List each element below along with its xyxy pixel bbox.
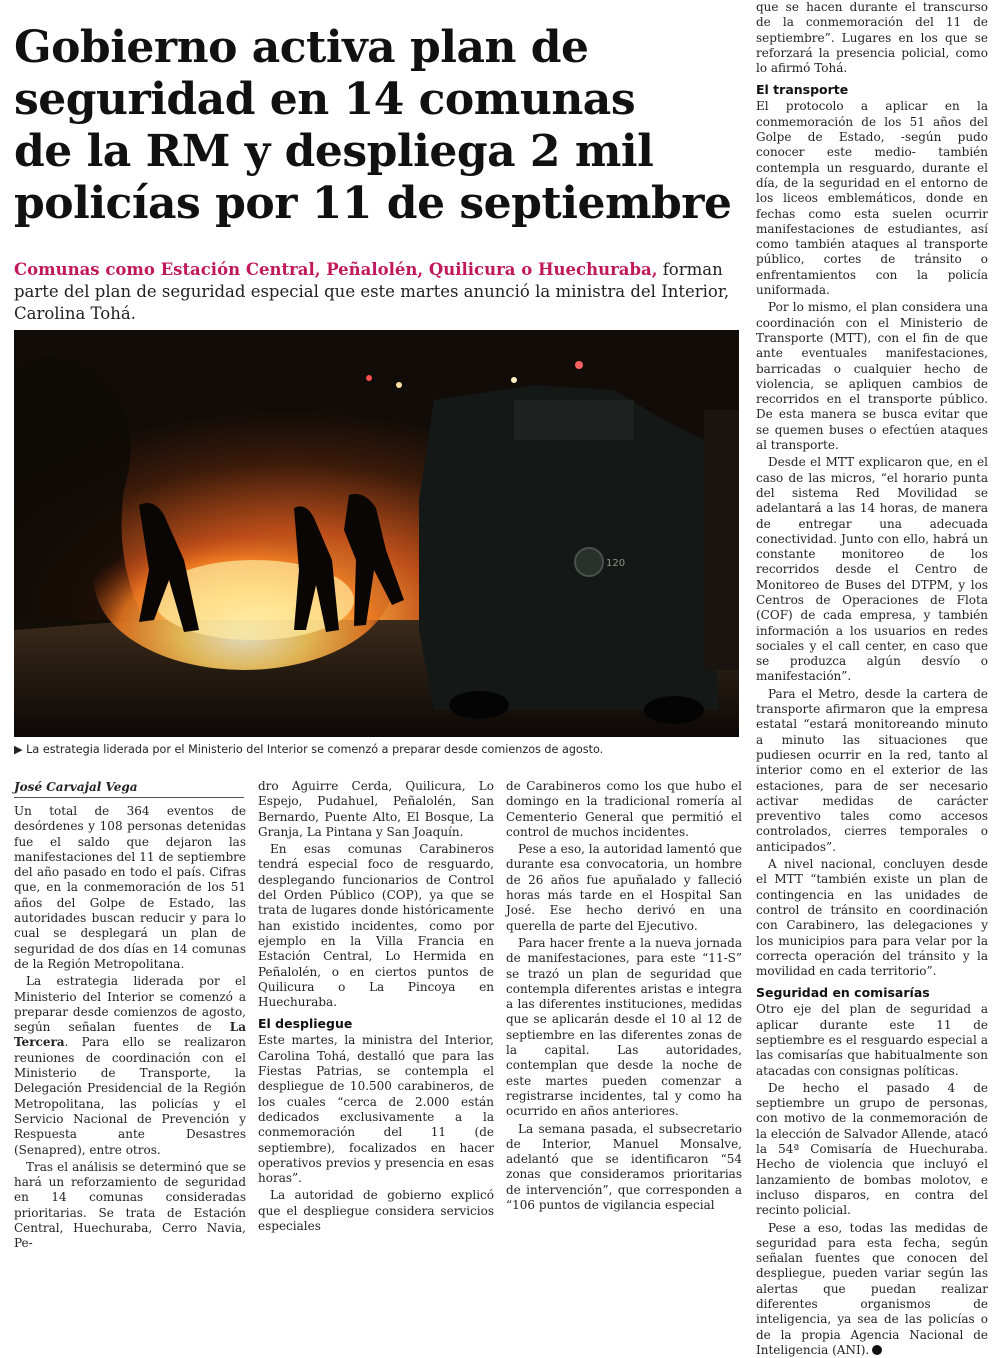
paragraph: Este martes, la ministra del Interior, Carolina Tohá, destalló que para las Fiestas Patrias, se contempla el despliegue de 10.500 carabineros, de los cuales “cerca de 2.000 están dedicados exclusivamente a la conmemoración del 11 (de septiembre), focalizados en hacer operativos previos y presencia en esas horas”. — [258, 1033, 494, 1186]
paragraph: Tras el análisis se determinó que se hará un reforzamiento de seguridad en 14 comunas consideradas prioritarias. Se trata de Estación Central, Huechuraba, Cerro Navia, Pe- — [14, 1159, 246, 1251]
article-column-4 — [756, 0, 988, 1357]
paragraph: La autoridad de gobierno explicó que el despliegue considera servicios especiales — [258, 1188, 494, 1234]
caption-text: La estrategia liderada por el Ministerio del Interior se comenzó a preparar desde comienzos de agosto. — [26, 743, 604, 756]
paragraph-text: La estrategia liderada por el Ministerio del Interior se comenzó a preparar desde comienzos de agosto, según señalan fuentes de — [14, 974, 246, 1035]
paragraph: Un total de 364 eventos de desórdenes y 108 personas detenidas fue el saldo que dejaron las manifestaciones del 11 de septiembre del año pasado en todo el país. Cifras que, en la conmemoración de los 51 años del Golpe de Estado, las autoridades buscan reducir y para lo cual se desplegará un plan de seguridad de dos días en 14 comunas de la Región Metropolitana. — [14, 804, 246, 971]
photo-light — [366, 375, 372, 381]
paragraph — [756, 1221, 988, 1358]
paragraph: Para el Metro, desde la cartera de transporte afirmaron que la empresa estatal “estará monitoreando minuto a minuto las situaciones que pudiesen ocurrir en la red, tanto al interior como en el exterior de las estaciones, para de ser necesario activar medidas de carácter preventivo tales como accesos controlados, cierres temporales o anticipados”. — [756, 686, 988, 854]
deck — [14, 259, 742, 325]
photo-caption — [14, 742, 742, 757]
photo-building — [704, 410, 739, 670]
photo-light — [396, 382, 402, 388]
news-photo — [14, 330, 739, 737]
photo-illustration — [14, 330, 739, 737]
headline-line: policías por 11 de septiembre — [14, 178, 732, 229]
headline-line: de la RM y despliega 2 mil — [14, 126, 654, 177]
headline-line: seguridad en 14 comunas — [14, 74, 636, 125]
photo-wheel — [644, 696, 704, 724]
paragraph-text: . Para ello se realizaron reuniones de coordinación con el Ministerio de Transporte, la Delegación Presidencial de la Región Metropolitana, las policías y el Servicio Nacional de Prevención y Respuesta ante Desastres (Senapred), entre otros. — [14, 1035, 246, 1157]
paragraph: dro Aguirre Cerda, Quilicura, Lo Espejo, Pudahuel, Peñalolén, San Bernardo, Puente Alto, El Bosque, La Granja, La Pintana y San Joaquín. — [258, 779, 494, 839]
deck-highlight: Comunas como Estación Central, Peñalolén, Quilicura o Huechuraba, — [14, 260, 658, 279]
paragraph: Por lo mismo, el plan considera una coordinación con el Ministerio de Transporte (MTT), con el fin de que ante eventuales manifestaciones, barricadas o cualquier hecho de violencia, se apliquen cambios de recorridos en el transporte público. De esta manera se busca evitar que se quemen buses o efectúen ataques al transporte. — [756, 300, 988, 453]
article-column-3 — [506, 779, 743, 1213]
paragraph — [14, 974, 246, 1158]
end-mark-icon — [872, 1345, 882, 1355]
headline-line: Gobierno activa plan de — [14, 22, 589, 73]
section-heading: El transporte — [756, 82, 849, 98]
source-name: La Tercera — [14, 1020, 246, 1050]
paragraph: La semana pasada, el subsecretario de Interior, Manuel Monsalve, adelantó que se identificaron “54 zonas que consideramos prioritarias de intervención”, que corresponden a “106 puntos de vigilancia especial — [506, 1121, 742, 1213]
photo-vehicle-emblem — [575, 548, 603, 576]
photo-vehicle-turret — [514, 400, 634, 440]
photo-wheel — [449, 691, 509, 719]
paragraph: que se hacen durante el transcurso de la conmemoración del 11 de septiembre”. Lugares en los que se reforzará la presencia policial, como lo afirmó Tohá. — [756, 0, 988, 76]
paragraph-text: Pese a eso, todas las medidas de seguridad para esta fecha, según señalan fuentes que conocen del despliegue, pueden variar según las alertas que puedan realizar diferentes organismos de inteligencia, ya sea de las policías o de la propia Agencia Nacional de Inteligencia (ANI). — [756, 1220, 988, 1357]
paragraph: A nivel nacional, concluyen desde el MTT “también existe un plan de contingencia en las unidades de control de tránsito en coordinación con Carabinero, las delegaciones y los municipios para para velar por la correcta operación del tránsito y la movilidad en cada territorio”. — [756, 857, 988, 979]
section-heading: El despliegue — [258, 1016, 353, 1032]
byline: José Carvajal Vega — [14, 779, 244, 798]
paragraph: Para hacer frente a la nueva jornada de manifestaciones, para este “11-S” se trazó un plan de seguridad que contempla diferentes aristas e integra a las diferentes instituciones, medidas que se aplicarán desde el 10 al 12 de septiembre en las diferentes zonas de la capital. Las autoridades, contemplan que desde la noche de este martes pueden comenzar a registrarse incidentes, tal y como ha ocurrido en años anteriores. — [506, 935, 742, 1119]
paragraph: de Carabineros como los que hubo el domingo en la tradicional romería al Cementerio General que permitió el control de muchos incidentes. — [506, 779, 742, 839]
paragraph: De hecho el pasado 4 de septiembre un grupo de personas, con motivo de la conmemoración de la elección de Salvador Allende, atacó la 54ª Comisaría de Huechuraba. Hecho de violencia que incluyó el lanzamiento de bombas molotov, e incluso disparos, en contra del recinto policial. — [756, 1080, 988, 1218]
paragraph: En esas comunas Carabineros tendrá especial foco de resguardo, desplegando funcionarios de Control del Orden Público (COP), ya que se trata de lugares donde históricamente han existido incidentes, como por ejemplo en la Villa Francia en Estación Central, Lo Hermida en Peñalolén, o en ciertos puntos de Quilicura o La Pincoya en Huechuraba. — [258, 842, 494, 1010]
photo-light — [511, 377, 517, 383]
paragraph: Otro eje del plan de seguridad a aplicar durante este 11 de septiembre es el resguardo especial a las comisarías que habitualmente son atacadas con consignas políticas. — [756, 1002, 988, 1078]
caption-marker-icon: ▶ — [14, 743, 23, 756]
section-heading: Seguridad en comisarías — [756, 985, 930, 1001]
headline — [14, 22, 742, 230]
deck-text: forman parte del plan de seguridad especial que este martes anunció la ministra del Interior, Carolina Tohá. — [14, 260, 730, 323]
photo-vehicle-plate: 120 — [606, 558, 626, 569]
article-column-2 — [258, 779, 494, 1234]
article-column-1 — [14, 779, 246, 1251]
paragraph: Desde el MTT explicaron que, en el caso de las micros, “el horario punta del sistema Red Movilidad se adelantará a las 14 horas, de manera de entregar una adecuada conectividad. Junto con ello, habrá un constante monitoreo de los recorridos desde el Centro de Monitoreo de Buses del DTPM, y los Centros de Operaciones de Flota (COF) de cada empresa, y también información a los usuarios en redes sociales y el call center, en caso que se produzca algún desvío o manifestación”. — [756, 455, 988, 684]
paragraph: El protocolo a aplicar en la conmemoración de los 51 años del Golpe de Estado, -según pudo conocer este medio- también contempla un resguardo, durante el día, de la seguridad en el entorno de los liceos emblemáticos, donde en fechas como esta suelen ocurrir manifestaciones de estudiantes, así como también ataques al transporte público, cortes de tránsito o enfrentamientos con la policía uniformada. — [756, 99, 988, 298]
photo-light — [575, 361, 583, 369]
paragraph: Pese a eso, la autoridad lamentó que durante esa convocatoria, un hombre de 26 años fue apuñalado y falleció horas más tarde en el Hospital San José. Ese hecho derivó en una querella de parte del Ejecutivo. — [506, 842, 743, 933]
